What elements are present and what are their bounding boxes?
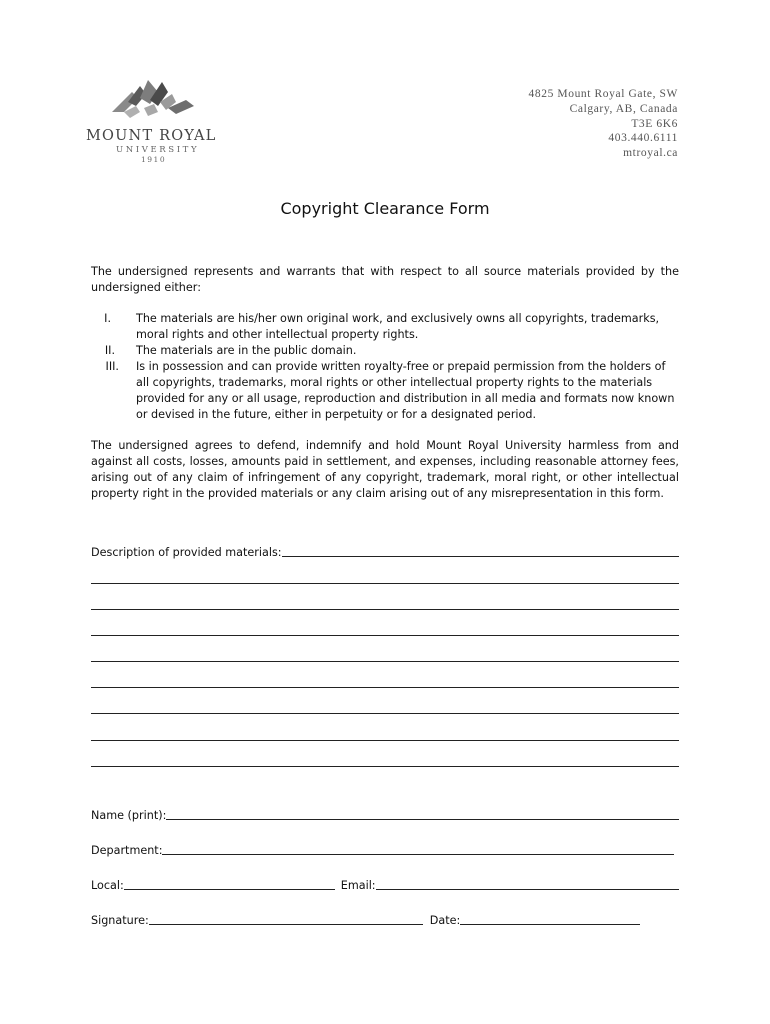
email-label: Email: [340,879,376,892]
list-item-number: II. [104,344,115,357]
date-field[interactable] [460,912,640,925]
local-field[interactable] [124,877,335,890]
local-label: Local: [91,879,124,892]
logo-year: 1910 [141,155,167,164]
description-blank-line[interactable] [91,766,679,767]
description-blank-line[interactable] [91,635,679,636]
name-field-row [91,806,679,822]
address-website: mtroyal.ca [623,147,678,160]
address-block [529,87,678,161]
description-blank-line[interactable] [91,740,679,741]
signature-date-field-row [91,911,640,927]
page-title: Copyright Clearance Form [280,199,490,218]
list-item-text: The materials are in the public domain. [136,344,357,357]
description-blank-line[interactable] [91,583,679,584]
logo-name: MOUNT ROYAL [86,128,217,144]
address-city: Calgary, AB, Canada [569,102,678,115]
description-label: Description of provided materials: [91,546,282,559]
warranty-list [91,311,681,423]
description-blank-line[interactable] [91,609,679,610]
list-item [91,359,681,423]
description-field[interactable] [282,544,679,557]
date-label: Date: [429,914,461,927]
logo-subtitle: UNIVERSITY [116,145,200,155]
list-item-number: I. [104,312,111,325]
list-item-text: The materials are his/her own original work, and exclusively owns all copyrights, trademarks, moral rights and other intellectual property rights. [136,312,660,341]
department-field-row [91,841,674,857]
signature-field[interactable] [149,912,423,925]
list-item-text: Is in possession and can provide written royalty-free or prepaid permission from the holders of all copyrights, trademarks, moral rights or other intellectual property rights to the materials provided for any or all usage, reproduction and distribution in all media and formats now known or devised in the future, either in perpetuity or for a designated period. [136,360,675,421]
name-field[interactable] [166,807,679,820]
address-phone: 403.440.6111 [608,132,678,145]
description-blank-line[interactable] [91,661,679,662]
description-blank-line[interactable] [91,687,679,688]
name-label: Name (print): [91,809,167,822]
mount-royal-emblem-icon [110,78,198,124]
indemnify-paragraph: The undersigned agrees to defend, indemnify and hold Mount Royal University harmless from and against all costs, losses, amounts paid in settlement, and expenses, including reasonable attorney fees, arising out of any claim of infringement of any copyright, trademark, moral right, or other intellectual property right in the provided materials or any claim arising out of any misrepresentation in this form. [91,439,679,500]
department-label: Department: [91,844,163,857]
description-blank-line[interactable] [91,713,679,714]
mount-royal-logo [86,78,226,164]
intro-paragraph: The undersigned represents and warrants that with respect to all source materials provided by the undersigned either: [91,265,679,294]
list-item [91,343,681,359]
department-field[interactable] [162,842,674,855]
list-item [91,311,681,343]
address-street: 4825 Mount Royal Gate, SW [528,88,678,100]
description-field-row [91,543,679,559]
list-item-number: III. [105,360,119,373]
signature-label: Signature: [91,914,149,927]
email-field[interactable] [376,877,679,890]
address-postal: T3E 6K6 [631,117,678,130]
local-email-field-row [91,876,679,892]
